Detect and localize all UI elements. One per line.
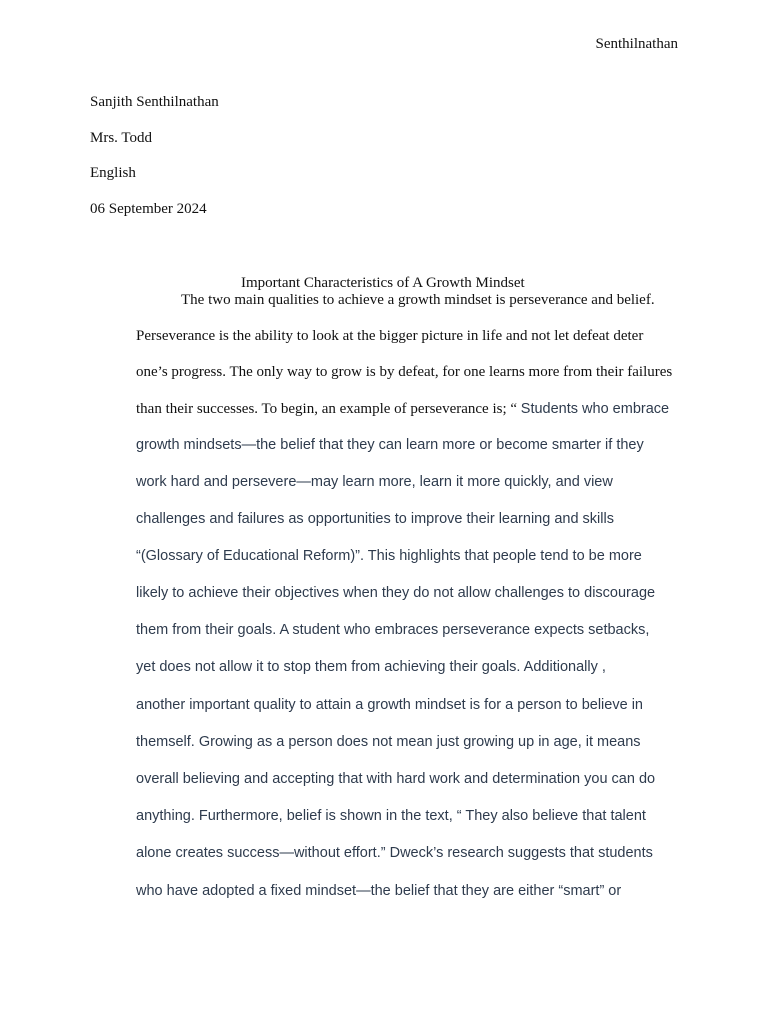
student-name: Sanjith Senthilnathan [90, 94, 219, 110]
teacher-name: Mrs. Todd [90, 129, 153, 146]
body-line-13: themself. Growing as a person does not mean just growing up in age, it means [136, 734, 641, 750]
body-line-1: The two main qualities to achieve a growth mindset is perseverance and belief. [181, 292, 655, 308]
course-name: English [90, 165, 136, 181]
body-line-11: yet does not allow it to stop them from achieving their goals. Additionally , [136, 659, 606, 675]
running-head: Senthilnathan [595, 36, 678, 52]
body-line-4 [136, 400, 669, 418]
essay-title: Important Characteristics of A Growth Mindset [241, 275, 525, 291]
essay-date: 06 September 2024 [90, 200, 207, 217]
body-line-2: Perseverance is the ability to look at the bigger picture in life and not let defeat deter [136, 328, 644, 344]
body-line-15: anything. Furthermore, belief is shown in the text, “ They also believe that talent [136, 808, 646, 824]
mla-heading [90, 94, 219, 236]
body-line-14: overall believing and accepting that with hard work and determination you can do [136, 771, 656, 787]
body-line-12: another important quality to attain a growth mindset is for a person to believe in [136, 697, 643, 713]
body-line-7: challenges and failures as opportunities to improve their learning and skills [136, 511, 614, 527]
body-line-3: one’s progress. The only way to grow is by defeat, for one learns more from their failures [136, 364, 673, 380]
body-line-10: them from their goals. A student who embraces perseverance expects setbacks, [136, 622, 650, 638]
body-line-17: who have adopted a fixed mindset—the belief that they are either “smart” or [136, 883, 622, 899]
body-line-6: work hard and persevere—may learn more, learn it more quickly, and view [136, 474, 613, 490]
body-line-4-quote: Students who embrace [520, 401, 670, 417]
body-line-9: likely to achieve their objectives when they do not allow challenges to discourage [136, 585, 656, 601]
body-line-16: alone creates success—without effort.” Dweck’s research suggests that students [136, 845, 653, 861]
body-line-4-text: than their successes. To begin, an example of perseverance is; “ [136, 401, 521, 417]
body-line-5: growth mindsets—the belief that they can learn more or become smarter if they [136, 437, 644, 453]
body-line-8: “(Glossary of Educational Reform)”. This highlights that people tend to be more [136, 548, 642, 564]
